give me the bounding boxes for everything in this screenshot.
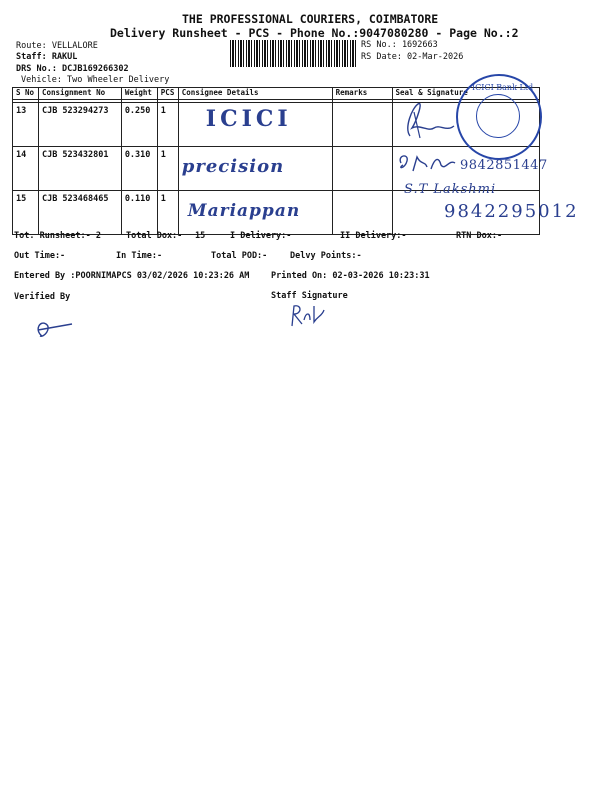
consignee-cell [178, 191, 332, 235]
printed-on: Printed On: 02-03-2026 10:23:31 [271, 271, 430, 281]
pcs-cell: 1 [157, 147, 178, 191]
total-dox-value: 15 [195, 231, 206, 241]
remarks-cell [332, 191, 392, 235]
consignment-cell: CJB 523294273 [38, 103, 121, 147]
sno-cell: 15 [13, 191, 39, 235]
consignment-cell: CJB 523468465 [38, 191, 121, 235]
col-header-consignee: Consignee Details [178, 88, 332, 100]
weight-cell: 0.250 [121, 103, 157, 147]
phone-handwriting-1: 9842851447 [460, 158, 548, 173]
rtn-dox: RTN Dox:- [456, 231, 503, 241]
drs-label: DRS No.: DCJB169266302 [16, 64, 129, 74]
staff-signature [286, 302, 332, 328]
tot-runsheet: Tot. Runsheet:- 2 [14, 231, 101, 241]
rs-date-label: RS Date: 02-Mar-2026 [361, 52, 464, 62]
pcs-cell: 1 [157, 191, 178, 235]
col-header-pcs: PCS [157, 88, 178, 100]
col-header-sno: S No [13, 88, 39, 100]
sign-handwriting-2: S.T Lakshmi [404, 182, 497, 197]
route-label: Route: VELLALORE [16, 41, 98, 51]
col-header-remarks: Remarks [332, 88, 392, 100]
total-pod: Total POD:- [211, 251, 268, 261]
vehicle-label: Vehicle: Two Wheeler Delivery [21, 75, 170, 85]
consignee-cell [178, 103, 332, 147]
signature-scribble [400, 98, 460, 142]
staff-label: Staff: RAKUL [16, 52, 78, 62]
consignee-handwriting: ICICI [205, 106, 292, 132]
verifier-signature [32, 316, 76, 342]
out-time: Out Time:- [14, 251, 66, 261]
ii-delivery: II Delivery:- [340, 231, 407, 241]
consignment-cell: CJB 523432801 [38, 147, 121, 191]
col-header-weight: Weight [121, 88, 157, 100]
entered-by: Entered By :POORNIMAPCS 03/02/2026 10:23:26 AM [14, 271, 250, 281]
company-seal [456, 74, 542, 160]
i-delivery: I Delivery:- [230, 231, 292, 241]
consignee-cell [178, 147, 332, 191]
consignee-handwriting: precision [181, 156, 285, 177]
rs-no-label: RS No.: 1692663 [361, 40, 438, 50]
seal-text: ICICI Bank Ltd [472, 83, 534, 92]
barcode [230, 40, 356, 67]
sno-cell: 13 [13, 103, 39, 147]
seal-inner-ring [476, 94, 520, 138]
signature-scribble [395, 151, 465, 177]
staff-signature-label: Staff Signature [271, 291, 348, 301]
col-header-consignment: Consignment No [38, 88, 121, 100]
weight-cell: 0.110 [121, 191, 157, 235]
verified-by: Verified By [14, 292, 71, 302]
in-time: In Time:- [116, 251, 163, 261]
total-dox-label: Total Dox:- [126, 231, 183, 241]
remarks-cell [332, 147, 392, 191]
col-header-seal: Seal & Signature [392, 88, 540, 100]
weight-cell: 0.310 [121, 147, 157, 191]
sno-cell: 14 [13, 147, 39, 191]
consignee-handwriting: Mariappan [187, 201, 301, 221]
pcs-cell: 1 [157, 103, 178, 147]
phone-handwriting-2: 9842295012 [444, 201, 579, 222]
remarks-cell [332, 103, 392, 147]
company-title: THE PROFESSIONAL COURIERS, COIMBATORE [182, 12, 439, 26]
delvy-points: Delvy Points:- [290, 251, 362, 261]
runsheet-subtitle: Delivery Runsheet - PCS - Phone No.:9047080280 - Page No.:2 [110, 26, 519, 40]
